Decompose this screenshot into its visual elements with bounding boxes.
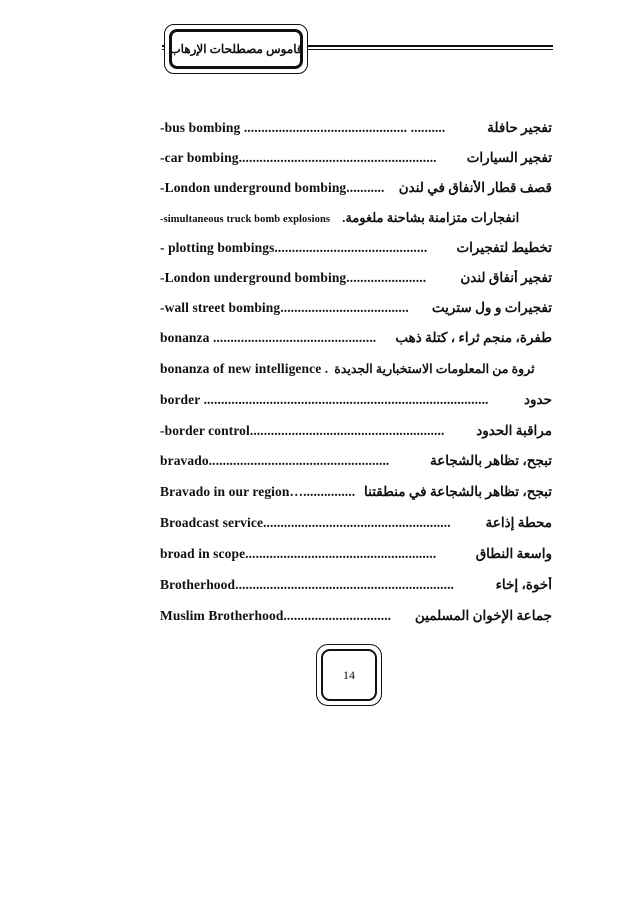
glossary-entry <box>160 608 552 628</box>
entry-term-arabic: انفجارات متزامنة بشاحنة ملغومة. <box>342 210 520 225</box>
entry-term-english: broad in scope....................................................... <box>160 546 437 561</box>
entry-term-arabic: جماعة الإخوان المسلمين <box>414 608 552 623</box>
glossary-entry <box>160 392 552 412</box>
glossary-entry <box>160 210 552 230</box>
glossary-entry <box>160 120 552 140</box>
entry-term-english: -simultaneous truck bomb explosions <box>160 214 331 225</box>
header-title-box <box>169 29 303 69</box>
entry-term-arabic: طفرة، منجم ثراء ، كتلة ذهب <box>395 330 552 345</box>
entry-term-arabic: حدود <box>524 392 552 407</box>
entry-term-english: bravado.................................................... <box>160 453 390 468</box>
entry-term-arabic: واسعة النطاق <box>475 546 552 561</box>
glossary-entry <box>160 546 552 566</box>
entry-term-arabic: ثروة من المعلومات الاستخبارية الجديدة <box>334 362 535 376</box>
glossary-entry <box>160 150 552 170</box>
glossary-entry <box>160 453 552 473</box>
glossary-entry <box>160 515 552 535</box>
entry-term-english: -London underground bombing........... <box>160 180 385 195</box>
entry-term-arabic: تفجير أنفاق لندن <box>460 270 552 285</box>
entry-term-arabic: تفجير حافلة <box>487 120 552 135</box>
entry-term-english: - plotting bombings............................................ <box>160 240 428 255</box>
entry-term-english: Brotherhood............................................................... <box>160 577 455 592</box>
entry-term-english: Broadcast service...................................................... <box>160 515 451 530</box>
glossary-entry <box>160 330 552 350</box>
entry-term-arabic: تخطيط لتفجيرات <box>456 240 552 255</box>
entry-term-english: -border control........................................................ <box>160 423 445 438</box>
entry-term-english: bonanza ............................................... <box>160 330 377 345</box>
entry-term-english: bonanza of new intelligence . <box>160 361 329 376</box>
entry-term-english: -car bombing......................................................... <box>160 150 437 165</box>
entry-term-arabic: محطة إذاعة <box>485 515 552 530</box>
glossary-entry <box>160 484 552 504</box>
glossary-entry <box>160 423 552 443</box>
entry-term-arabic: تفجيرات و ول ستريت <box>431 300 552 315</box>
glossary-entry <box>160 300 552 320</box>
entry-term-arabic: تفجير السيارات <box>466 150 552 165</box>
entry-term-arabic: أخوة، إخاء <box>495 577 552 592</box>
glossary-entry <box>160 270 552 290</box>
entry-term-english: Muslim Brotherhood............................... <box>160 608 392 623</box>
entry-term-arabic: قصف قطار الأنفاق في لندن <box>398 180 552 195</box>
entry-term-arabic: مراقبة الحدود <box>476 423 552 438</box>
entry-term-arabic: تبجح، تظاهر بالشجاعة في منطقتنا <box>364 484 552 499</box>
page-number: 14 <box>343 667 355 682</box>
entry-term-english: -bus bombing ............................................... .......... <box>160 120 446 135</box>
entry-term-english: border .................................................................................. <box>160 392 489 407</box>
entry-term-english: -London underground bombing....................... <box>160 270 427 285</box>
glossary-entry <box>160 180 552 200</box>
entry-term-arabic: تبجح، تظاهر بالشجاعة <box>429 453 552 468</box>
glossary-entry <box>160 240 552 260</box>
glossary-entry <box>160 361 552 381</box>
entry-term-english: -wall street bombing..................................... <box>160 300 409 315</box>
page-title: قاموس مصطلحات الإرهاب <box>169 41 303 56</box>
entry-term-english: Bravado in our region…............... <box>160 484 356 499</box>
page-number-box <box>321 649 377 701</box>
glossary-entry <box>160 577 552 597</box>
